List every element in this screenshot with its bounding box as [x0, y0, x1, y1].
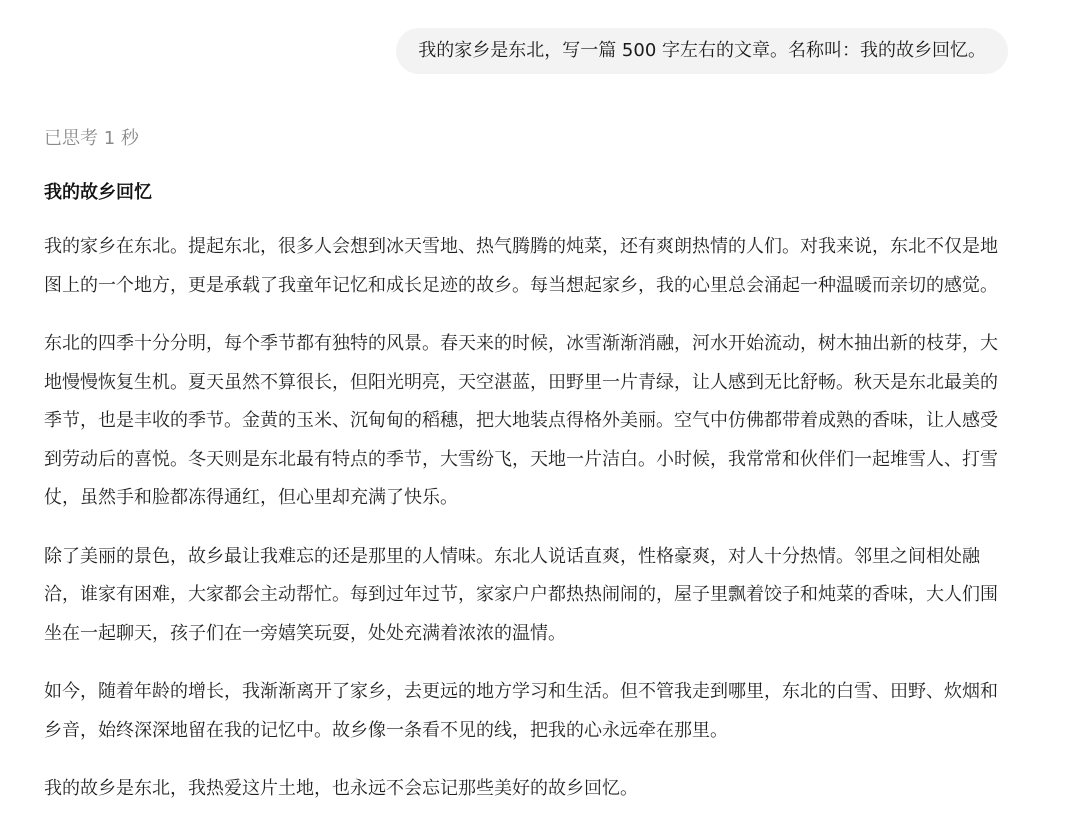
- essay-paragraph: 除了美丽的景色，故乡最让我难忘的还是那里的人情味。东北人说话直爽，性格豪爽，对人十分热情。邻里之间相处融洽，谁家有困难，大家都会主动帮忙。每到过年过节，家家户户都热热闹闹的，屋子里飘着饺子和炖菜的香味，大人们围坐在一起聊天，孩子们在一旁嬉笑玩耍，处处充满着浓浓的温情。: [44, 545, 998, 644]
- essay-paragraph: 我的家乡在东北。提起东北，很多人会想到冰天雪地、热气腾腾的炖菜，还有爽朗热情的人们。对我来说，东北不仅是地图上的一个地方，更是承载了我童年记忆和成长足迹的故乡。每当想起家乡，我的心里总会涌起一种温暖而亲切的感觉。: [44, 236, 998, 296]
- assistant-response: [44, 124, 1014, 809]
- essay-paragraph: 东北的四季十分分明，每个季节都有独特的风景。春天来的时候，冰雪渐渐消融，河水开始流动，树木抽出新的枝芽，大地慢慢恢复生机。夏天虽然不算很长，但阳光明亮，天空湛蓝，田野里一片青绿，让人感到无比舒畅。秋天是东北最美的季节，也是丰收的季节。金黄的玉米、沉甸甸的稻穗，把大地装点得格外美丽。空气中仿佛都带着成熟的香味，让人感受到劳动后的喜悦。冬天则是东北最有特点的季节，大雪纷飞，天地一片洁白。小时候，我常常和伙伴们一起堆雪人、打雪仗，虽然手和脸都冻得通红，但心里却充满了快乐。: [44, 333, 998, 508]
- thinking-status-toggle[interactable]: 已思考 1 秒: [44, 128, 139, 149]
- essay-paragraph: 如今，随着年龄的增长，我渐渐离开了家乡，去更远的地方学习和生活。但不管我走到哪里，东北的白雪、田野、炊烟和乡音，始终深深地留在我的记忆中。故乡像一条看不见的线，把我的心永远牵在那里。: [44, 681, 998, 741]
- essay-paragraph: 我的故乡是东北，我热爱这片土地，也永远不会忘记那些美好的故乡回忆。: [44, 778, 638, 799]
- user-message-bubble: 我的家乡是东北，写一篇 500 字左右的文章。名称叫：我的故乡回忆。: [396, 28, 1008, 74]
- essay-title: 我的故乡回忆: [44, 182, 152, 203]
